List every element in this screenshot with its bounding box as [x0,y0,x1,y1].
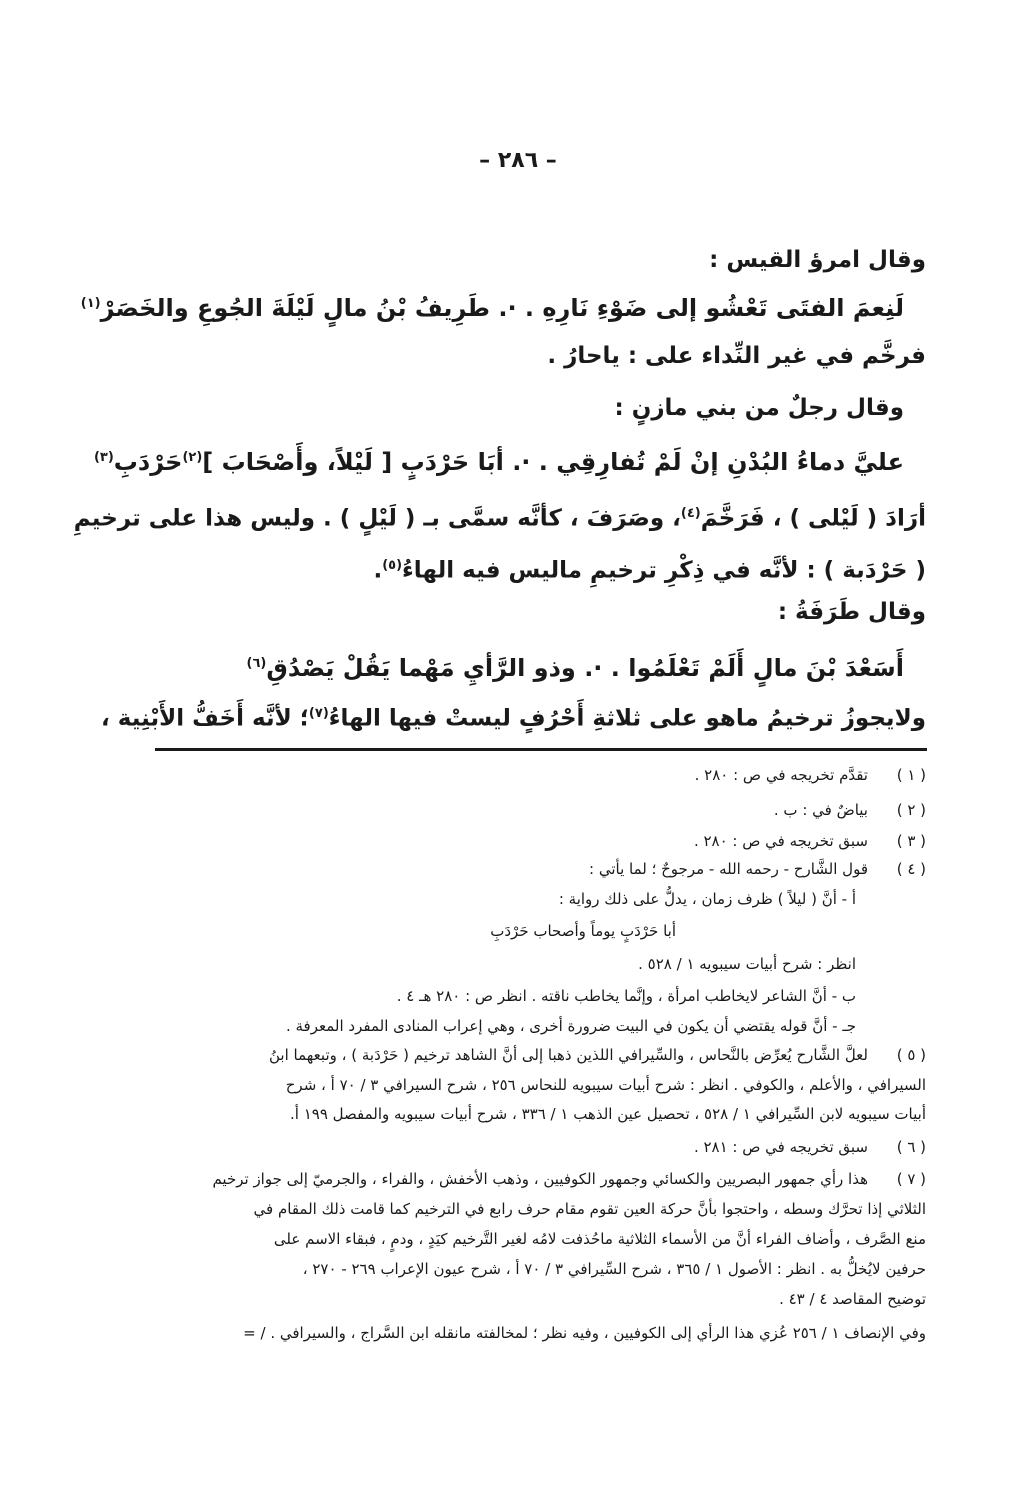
text-line [74,494,926,539]
footnote-text: أبيات سيبويه لابن السِّيرافي ١ / ٥٢٨ ، تحصيل عين الذهب ١ / ٣٣٦ ، شرح أبيات سيبويه والمفصل ١٩٩ أ. [289,1105,926,1123]
text-span: . [373,557,383,584]
text-line [778,592,926,632]
text-span: ولايجوزُ ترخيمُ ماهو على ثلاثةِ أَحْرُفٍ ليستْ فيها الهاءُ [328,705,926,732]
footnote-number: ( ٧ ) [896,1170,926,1188]
text-line [373,546,926,591]
text-span: حَرْدَبِ [113,448,183,476]
footnote-number: ( ٥ ) [896,1046,926,1064]
footnote-text: سبق تخريجه في ص : ٢٨٠ . [693,832,868,850]
footnote-ref: (٥) [382,558,403,573]
text-span: وقال طَرَفَةُ : [777,599,926,625]
footnote-text: بياضٌ في : ب . [773,801,868,819]
text-span: وقال رجلٌ من بني مازنٍ : [614,395,904,421]
footnote-ref: (٧) [308,706,329,721]
verse-line [81,284,904,328]
page-number: – ٢٨٦ – [479,148,557,173]
text-span: وقال امرؤ القيس : [709,247,926,273]
footnote-text: تقدَّم تخريجه في ص : ٢٨٠ . [694,766,868,784]
footnote-number: ( ١ ) [896,766,926,784]
text-span: فرخَّم في غير النِّداء على : ياحارُ . [547,343,926,369]
verse-line [94,438,904,482]
text-span: ( حَرْدَبة ) : لأنَّه في ذِكْرِ ترخيمِ ماليس فيه الهاءُ [402,557,926,584]
footnote-text: وفي الإنصاف ١ / ٢٥٦ عُزي هذا الرأي إلى الكوفيين ، وفيه نظر ؛ لمخالفته مانقله ابن السَّراج ، والسيرافي . / = [243,1324,926,1342]
footnote-text: هذا رأي جمهور البصريين والكسائي وجمهور الكوفيين ، وذهب الأخفش ، والفراء ، والجرميّ إلى جواز ترخيم [212,1170,868,1188]
footnote-text: انظر : شرح أبيات سيبويه ١ / ٥٢٨ . [638,955,856,973]
footnote-text: منع الصَّرف ، وأضاف الفراء أنَّ من الأسماء الثلاثية ماحُذفت لامُه لغير التَّرخيم كيَدٍ ، ودمٍ ، فبقاء الاسم على [273,1230,926,1248]
footnote-text: السيرافي ، والأعلم ، والكوفي . انظر : شرح أبيات سيبويه للنحاس ٢٥٦ ، شرح السيرافي ٣ / ٧٠ أ ، شرح [285,1076,926,1094]
footnote-divider [155,748,927,751]
footnote-ref: (٦) [246,656,267,671]
footnote-text: قول الشَّارح - رحمه الله - مرجوحٌ ؛ لما يأتي : [589,860,868,878]
footnote-ref: (٢) [182,450,203,465]
footnote-ref: (٣) [93,450,114,465]
footnote-number: ( ٦ ) [896,1138,926,1156]
verse-line [247,644,904,688]
footnote-text: سبق تخريجه في ص : ٢٨١ . [693,1138,868,1156]
text-span: ؛ لأنَّه أَخَفُّ الأَبْنِية ، [101,705,309,732]
text-line [101,694,926,739]
footnote-number: ( ٢ ) [896,801,926,819]
footnote-ref: (٤) [680,506,701,521]
footnote-text: جـ - أنَّ قوله يقتضي أن يكون في البيت ضرورة أخرى ، وهي إعراب المنادى المفرد المعرفة . [285,1017,856,1035]
footnote-number: ( ٣ ) [896,832,926,850]
footnote-text: الثلاثي إذا تحرَّك وسطه ، واحتجوا بأنَّ حركة العين تقوم مقام حرف رابع في الترخيم كما قامت ذلك المقام في [253,1200,926,1218]
footnote-text: ب - أنَّ الشاعر لايخاطب امرأة ، وإنَّما يخاطب ناقته . انظر ص : ٢٨٠ هـ ٤ . [396,987,856,1005]
footnote-ref: (١) [80,296,101,311]
text-line [709,240,926,280]
footnote-text: أبا حَرْدَبٍ يوماً وأصحاب حَرْدَبِ [490,922,676,940]
text-line [547,336,926,376]
footnote-text: لعلَّ الشَّارح يُعرِّض بالنَّحاس ، والسِّيرافي اللذين ذهبا إلى أنَّ الشاهد ترخيم ( حَرْدَبة ) ، وتبعهما ابنُ [269,1046,868,1064]
text-line [614,388,904,428]
text-span: أَسَعْدَ بْنَ مالٍ أَلَمْ تَعْلَمُوا . ·. وذو الرَّأيِ مَهْما يَقُلْ يَصْدُقِ [266,654,904,682]
text-span: أرَادَ ( لَيْلى ) ، فَرَخَّمَ [700,505,926,532]
footnote-text: توضيح المقاصد ٤ / ٤٣ . [779,1290,926,1308]
footnote-text: حرفين لايُخلُّ به . انظر : الأصول ١ / ٣٦٥ ، شرح السِّيرافي ٣ / ٧٠ أ ، شرح عيون الإعراب ٢٦٩ - ٢٧٠ ، [302,1260,926,1278]
text-span: عليَّ دماءُ البُدْنِ إنْ لَمْ تُفارِقِي . ·. أبَا حَرْدَبٍ [ لَيْلاً، وأَصْحَابَ ] [202,448,904,476]
text-span: لَنِعمَ الفتَى تَعْشُو إلى ضَوْءِ نَارِهِ . ·. طَرِيفُ بْنُ مالٍ لَيْلَةَ الجُوعِ والخَصَرْ [100,294,904,322]
footnote-number: ( ٤ ) [896,860,926,878]
text-span: ، وصَرَفَ ، كأنَّه سمَّى بـ ( لَيْلٍ ) . وليس هذا على ترخيمِ [73,505,681,532]
footnote-text: أ - أنَّ ( ليلاً ) ظرف زمان ، يدلُّ على ذلك رواية : [558,890,856,908]
